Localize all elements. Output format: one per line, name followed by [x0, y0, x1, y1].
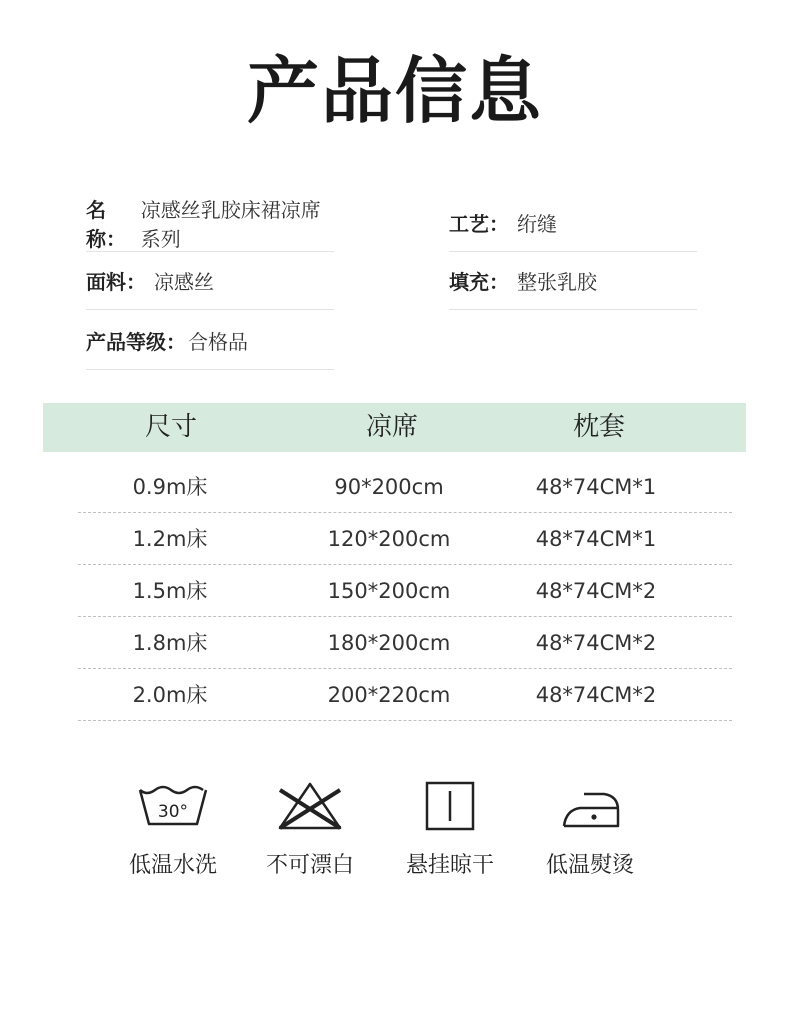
care-hang-dry: [385, 780, 515, 879]
table-row: [78, 513, 732, 565]
no-bleach-icon: [274, 780, 346, 832]
info-name-label: 名称：: [86, 197, 126, 251]
cell-mat: 120*200cm: [327, 527, 451, 551]
wash-30-icon: [137, 780, 209, 832]
low-iron-icon: [554, 780, 626, 832]
info-grade-value: 合格品: [188, 330, 248, 354]
cell-size: 1.2m床: [132, 527, 208, 551]
size-table-header: [43, 403, 746, 452]
info-craft: [449, 194, 697, 252]
cell-pillowcase: 48*74CM*2: [535, 579, 657, 603]
header-size: 尺寸: [144, 412, 197, 442]
info-filling: [449, 252, 697, 310]
info-grade: [86, 312, 334, 370]
cell-pillowcase: 48*74CM*2: [535, 631, 657, 655]
info-grade-label: 产品等级：: [86, 330, 186, 354]
cell-mat: 90*200cm: [334, 475, 444, 499]
care-no-bleach: [245, 780, 375, 879]
cell-pillowcase: 48*74CM*1: [535, 475, 657, 499]
info-fabric-value: 凉感丝: [154, 270, 214, 294]
table-row: [78, 669, 732, 721]
hang-dry-icon: [414, 780, 486, 832]
cell-pillowcase: 48*74CM*2: [535, 683, 657, 707]
table-row: [78, 461, 732, 513]
info-craft-label: 工艺：: [449, 212, 509, 236]
care-label: 不可漂白: [265, 853, 354, 878]
cell-pillowcase: 48*74CM*1: [535, 527, 657, 551]
info-filling-label: 填充：: [449, 270, 509, 294]
cell-size: 0.9m床: [132, 475, 208, 499]
info-craft-value: 绗缝: [517, 212, 557, 236]
wash-temp-text: 30°: [157, 802, 189, 822]
care-label: 低温熨烫: [545, 853, 634, 878]
cell-size: 1.8m床: [132, 631, 208, 655]
care-label: 低温水洗: [128, 853, 217, 878]
cell-mat: 180*200cm: [327, 631, 451, 655]
cell-size: 2.0m床: [132, 683, 208, 707]
cell-size: 1.5m床: [132, 579, 208, 603]
info-name: [86, 194, 334, 252]
cell-mat: 200*220cm: [327, 683, 451, 707]
care-low-iron: [525, 780, 655, 879]
info-filling-value: 整张乳胶: [517, 270, 597, 294]
care-low-temp-wash: [108, 780, 238, 879]
table-row: [78, 565, 732, 617]
page-title: 产品信息: [246, 48, 543, 133]
info-fabric: [86, 252, 334, 310]
header-mat: 凉席: [365, 412, 418, 442]
table-row: [78, 617, 732, 669]
info-name-value: 凉感丝乳胶床裙凉席系列: [140, 197, 321, 251]
header-pillowcase: 枕套: [572, 412, 625, 442]
care-label: 悬挂晾干: [405, 853, 494, 878]
info-fabric-label: 面料：: [86, 270, 146, 294]
cell-mat: 150*200cm: [327, 579, 451, 603]
